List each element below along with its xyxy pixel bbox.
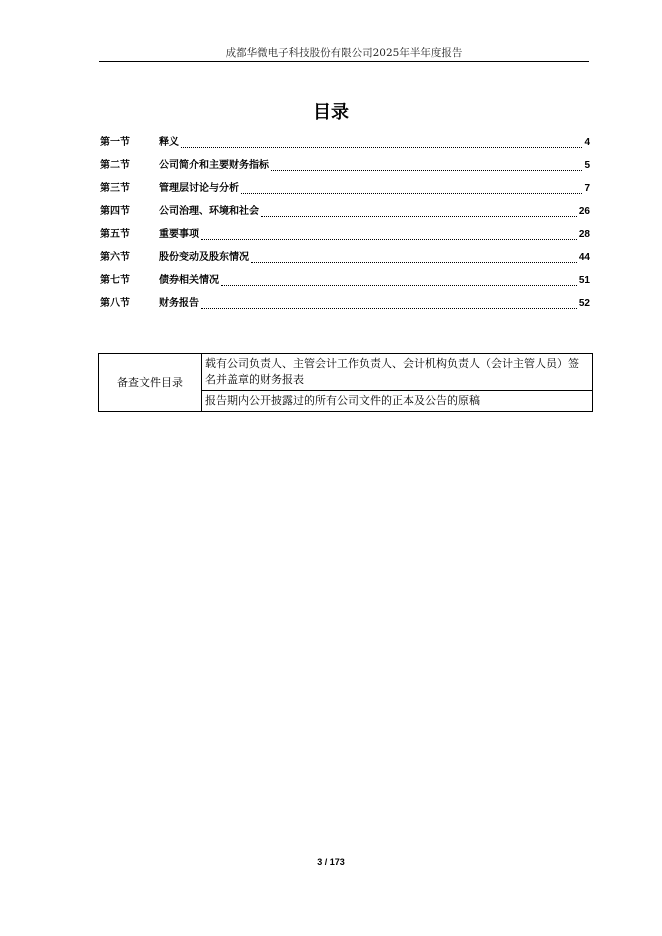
table-row bbox=[99, 354, 593, 391]
toc-entry[interactable] bbox=[100, 248, 590, 271]
toc-leader-dots bbox=[251, 262, 577, 263]
toc-section-number: 第二节 bbox=[100, 160, 130, 171]
toc-section-title[interactable]: 股份变动及股东情况 bbox=[159, 252, 249, 263]
reference-documents-label: 备查文件目录 bbox=[99, 354, 202, 412]
toc-section-number: 第五节 bbox=[100, 229, 130, 240]
page-number-footer: 3 / 173 bbox=[317, 857, 345, 867]
toc-entry[interactable] bbox=[100, 202, 590, 225]
toc-entry[interactable] bbox=[100, 225, 590, 248]
toc-section-title[interactable]: 重要事项 bbox=[159, 229, 199, 240]
toc-page-number[interactable]: 44 bbox=[578, 252, 590, 263]
table-of-contents bbox=[100, 133, 590, 317]
toc-section-number: 第三节 bbox=[100, 183, 130, 194]
toc-leader-dots bbox=[241, 193, 582, 194]
toc-section-title[interactable]: 公司治理、环境和社会 bbox=[159, 206, 259, 217]
toc-section-number: 第八节 bbox=[100, 298, 130, 309]
toc-section-number: 第七节 bbox=[100, 275, 130, 286]
running-header: 成都华微电子科技股份有限公司2025年半年度报告 bbox=[225, 47, 463, 59]
toc-entry[interactable] bbox=[100, 271, 590, 294]
toc-entry[interactable] bbox=[100, 133, 590, 156]
page-title: 目录 bbox=[313, 102, 349, 123]
toc-leader-dots bbox=[271, 170, 582, 171]
toc-page-number[interactable]: 28 bbox=[578, 229, 590, 240]
toc-leader-dots bbox=[201, 308, 577, 309]
toc-section-number: 第四节 bbox=[100, 206, 130, 217]
toc-page-number[interactable]: 7 bbox=[584, 183, 590, 194]
toc-section-title[interactable]: 释义 bbox=[159, 137, 179, 148]
toc-page-number[interactable]: 4 bbox=[584, 137, 590, 148]
toc-section-title[interactable]: 公司简介和主要财务指标 bbox=[159, 160, 269, 171]
toc-page-number[interactable]: 5 bbox=[584, 160, 590, 171]
toc-leader-dots bbox=[221, 285, 577, 286]
toc-page-number[interactable]: 52 bbox=[578, 298, 590, 309]
toc-entry[interactable] bbox=[100, 179, 590, 202]
toc-leader-dots bbox=[201, 239, 577, 240]
reference-document-item: 载有公司负责人、主管会计工作负责人、会计机构负责人（会计主管人员）签名并盖章的财务报表 bbox=[202, 354, 593, 391]
toc-leader-dots bbox=[261, 216, 577, 217]
toc-section-title[interactable]: 财务报告 bbox=[159, 298, 199, 309]
reference-document-item: 报告期内公开披露过的所有公司文件的正本及公告的原稿 bbox=[202, 391, 593, 412]
toc-entry[interactable] bbox=[100, 294, 590, 317]
toc-section-number: 第一节 bbox=[100, 137, 130, 148]
reference-documents-table bbox=[98, 353, 593, 412]
toc-page-number[interactable]: 51 bbox=[578, 275, 590, 286]
toc-section-title[interactable]: 债券相关情况 bbox=[159, 275, 219, 286]
toc-section-number: 第六节 bbox=[100, 252, 130, 263]
toc-leader-dots bbox=[181, 147, 582, 148]
header-divider bbox=[99, 61, 589, 62]
toc-section-title[interactable]: 管理层讨论与分析 bbox=[159, 183, 239, 194]
toc-page-number[interactable]: 26 bbox=[578, 206, 590, 217]
toc-entry[interactable] bbox=[100, 156, 590, 179]
